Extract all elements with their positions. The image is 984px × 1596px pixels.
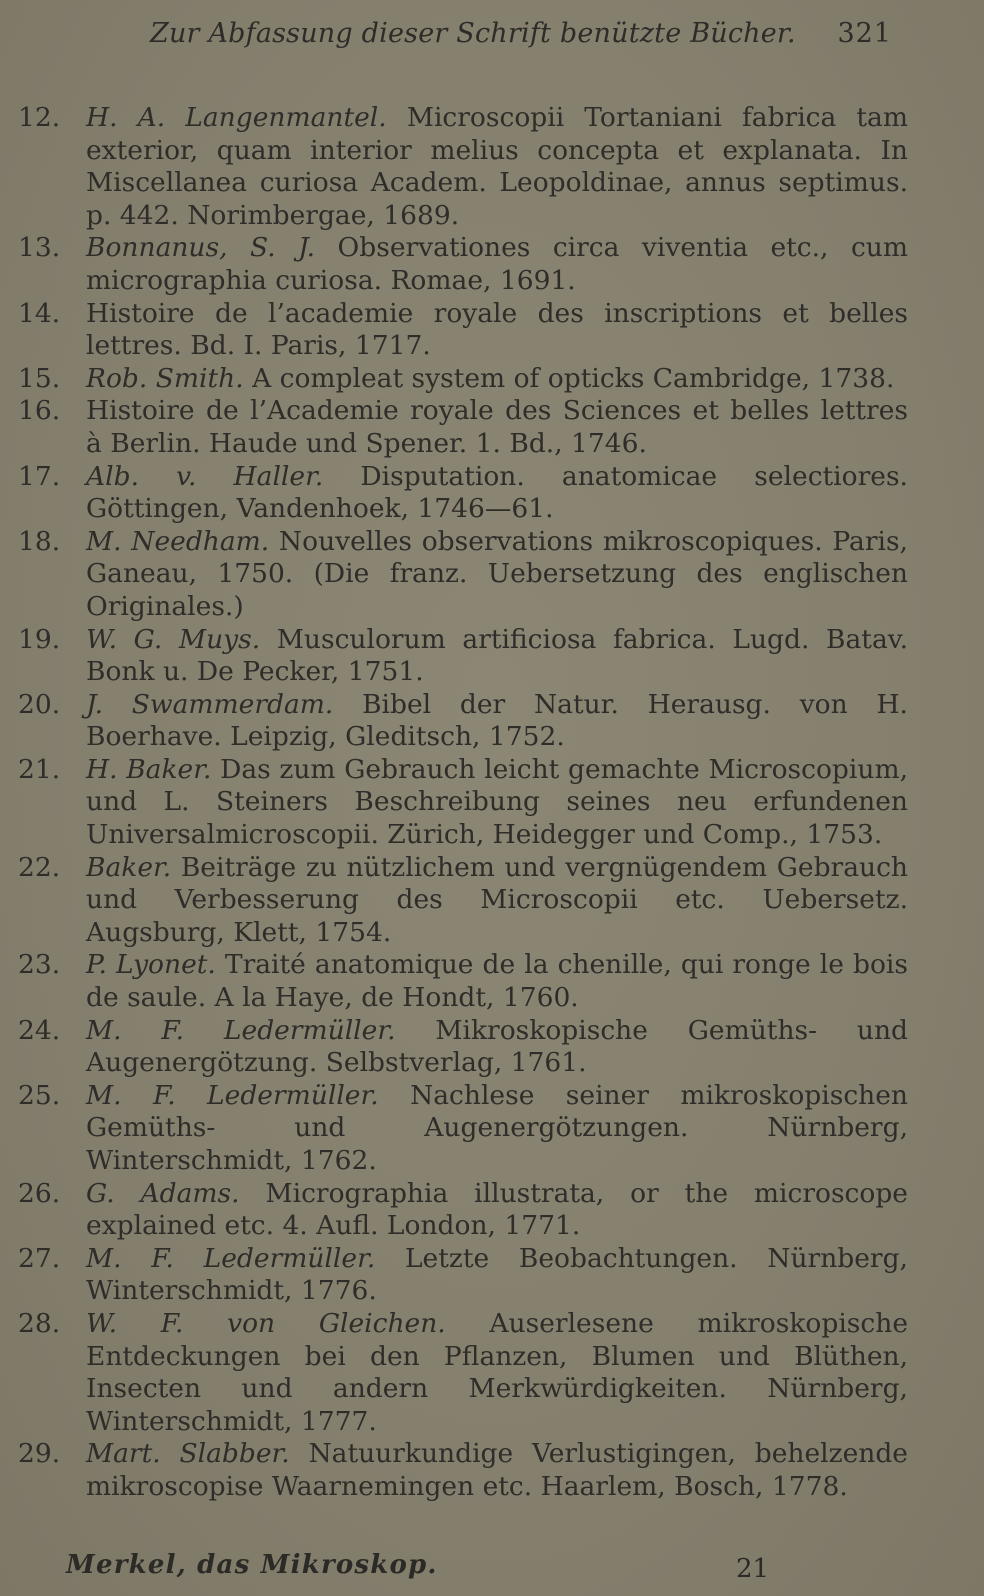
entry-author: H. A. Langenmantel. [86,102,387,133]
entry-author: J. Swammerdam. [86,688,334,720]
signature-line [66,1550,906,1590]
bibliography-entry [18,1438,908,1503]
entry-author: M. F. Ledermüller. [86,1242,376,1274]
running-head-title: Zur Abfassung dieser Schrift benützte Bücher. [150,18,796,49]
bibliography-entry [18,102,908,232]
entry-author: Mart. Slabber. [86,1438,290,1470]
bibliography-entry [18,232,908,297]
entry-number: 15. [18,362,61,394]
entry-author: M. F. Ledermüller. [86,1014,396,1046]
entry-text: Microscopii Tortaniani fabrica tam exterior, quam interior melius concepta et explanata. In Miscellanea curiosa Academ. Leopoldinae, annus septimus. p. 442. Norimbergae, 1689. [86,102,908,231]
bibliography-entry [18,1080,908,1178]
bibliography-entry [18,949,908,1014]
entry-text: A compleat system of opticks Cambridge, 1738. [252,362,895,394]
entry-text: Histoire de l’academie royale des inscriptions et belles lettres. Bd. I. Paris, 1717. [86,297,908,362]
entry-number: 21. [18,753,61,785]
entry-text: Traité anatomique de la chenille, qui ronge le bois de saule. A la Haye, de Hondt, 1760. [86,949,908,1014]
bibliography-entry [18,624,908,689]
entry-author: Alb. v. Haller. [86,460,324,492]
entry-number: 29. [18,1438,61,1470]
entry-author: M. Needham. [86,525,270,557]
bibliography-entry [18,1178,908,1243]
entry-text: Bibel der Natur. Herausg. von H. Boerhave. Leipzig, Gleditsch, 1752. [86,688,908,753]
bibliography-entry [18,298,908,363]
entry-number: 12. [18,102,61,133]
entry-number: 17. [18,460,61,492]
entry-author: G. Adams. [86,1177,240,1209]
entry-number: 23. [18,949,61,981]
entry-number: 20. [18,688,61,720]
signature-mark: 21 [736,1554,770,1584]
entry-number: 25. [18,1079,61,1111]
entry-author: Baker. [86,851,172,883]
entry-number: 24. [18,1014,61,1046]
bibliography-list [18,102,908,1504]
entry-author: Bonnanus, S. J. [86,232,316,264]
entry-number: 16. [18,395,61,427]
bibliography-entry [18,526,908,624]
entry-author: Rob. Smith. [86,362,244,394]
entry-text: Natuurkundige Verlustigingen, behelzende mikroscopise Waarnemingen etc. Haarlem, Bosch, 1778. [86,1438,908,1502]
entry-number: 27. [18,1242,61,1274]
page-number: 321 [837,18,892,49]
entry-number: 13. [18,232,61,264]
entry-author: W. G. Muys. [86,623,261,655]
entry-author: M. F. Ledermüller. [86,1079,379,1111]
bibliography-entry [18,395,908,460]
running-head [150,18,910,58]
entry-author: W. F. von Gleichen. [86,1307,446,1339]
bibliography-entry [18,1308,908,1438]
entry-text: Micrographia illustrata, or the microscope explained etc. 4. Aufl. London, 1771. [86,1177,908,1242]
entry-text: Nouvelles observations mikroscopiques. Paris, Ganeau, 1750. (Die franz. Uebersetzung des englischen Originales.) [86,525,908,622]
entry-text: Beiträge zu nützlichem und vergnügendem Gebrauch und Verbesserung des Microscopii etc. Uebersetz. Augsburg, Klett, 1754. [86,851,908,948]
entry-number: 14. [18,297,61,329]
entry-text: Disputation. anatomicae selectiores. Göttingen, Vandenhoek, 1746—61. [86,460,908,525]
bibliography-entry [18,852,908,950]
entry-text: Das zum Gebrauch leicht gemachte Microscopium, und L. Steiners Beschreibung seines neu erfundenen Universalmicroscopii. Zürich, Heidegger und Comp., 1753. [86,753,908,851]
bibliography-entry [18,754,908,852]
entry-number: 19. [18,623,61,655]
entry-text: Auserlesene mikroskopische Entdeckungen bei den Pflanzen, Blumen und Blüthen, Insecten und andern Merkwürdigkeiten. Nürnberg, Winterschmidt, 1777. [86,1307,908,1437]
entry-number: 18. [18,525,61,557]
entry-text: Mikroskopische Gemüths- und Augenergötzung. Selbstverlag, 1761. [86,1014,908,1079]
bibliography-entry [18,461,908,526]
entry-text: Observationes circa viventia etc., cum micrographia curiosa. Romae, 1691. [86,232,908,296]
entry-number: 22. [18,851,61,883]
bibliography-entry [18,689,908,754]
printer-signature-text: Merkel, das Mikroskop. [66,1550,438,1580]
entry-author: H. Baker. [86,753,212,785]
bibliography-entry [18,1243,908,1308]
entry-text: Musculorum artificiosa fabrica. Lugd. Batav. Bonk u. De Pecker, 1751. [86,623,908,688]
entry-text: Letzte Beobachtungen. Nürnberg, Winterschmidt, 1776. [86,1242,908,1307]
bibliography-entry [18,1015,908,1080]
bibliography-entry [18,363,908,396]
entry-author: P. Lyonet. [86,949,216,981]
entry-number: 26. [18,1177,61,1209]
entry-text: Nachlese seiner mikroskopischen Gemüths- und Augenergötzungen. Nürnberg, Winterschmidt, 1762. [86,1079,908,1176]
entry-number: 28. [18,1307,61,1339]
entry-text: Histoire de l’Academie royale des Sciences et belles lettres à Berlin. Haude und Spener. 1. Bd., 1746. [86,395,908,459]
